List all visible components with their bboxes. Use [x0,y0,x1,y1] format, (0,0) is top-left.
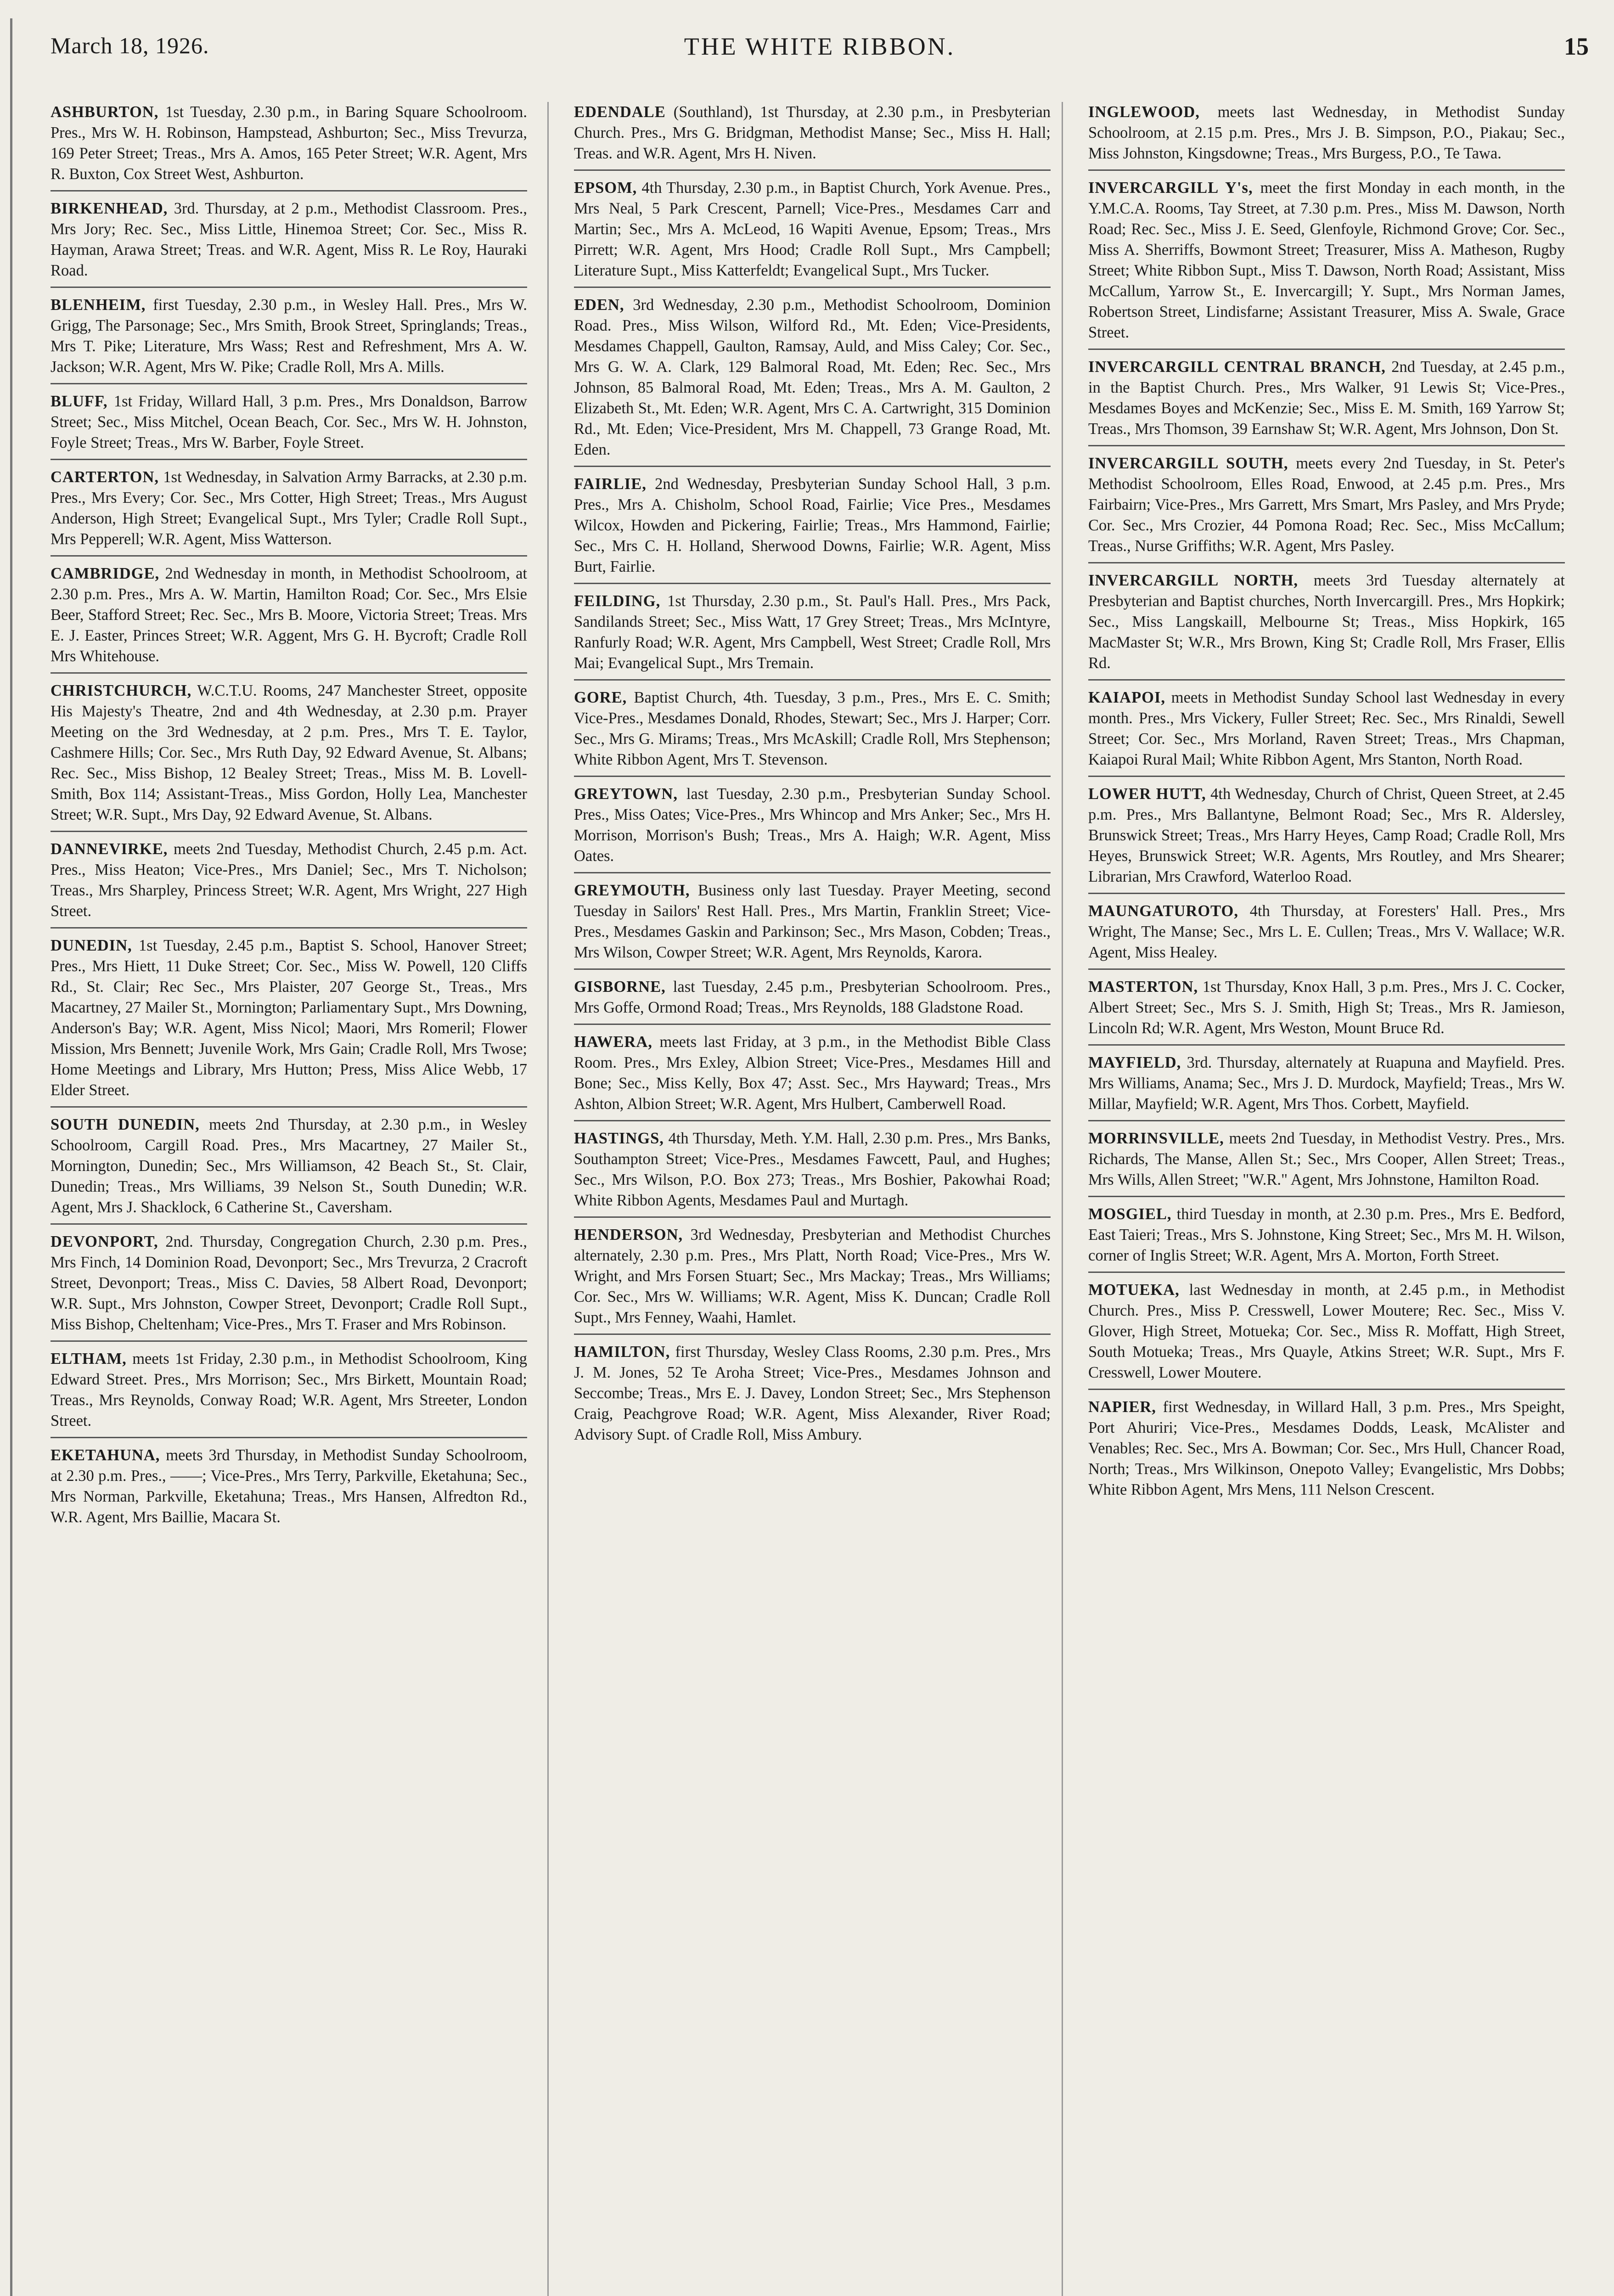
branch-entry [1088,1204,1565,1273]
branch-name: EDEN, [574,296,624,314]
branch-name: MOSGIEL, [1088,1205,1172,1223]
branch-name: EDENDALE [574,103,666,121]
branch-name: GREYTOWN, [574,785,678,803]
page-edge-rule [10,18,12,2296]
branch-entry [51,1349,527,1438]
branch-name: MAYFIELD, [1088,1054,1181,1071]
branch-entry [51,563,527,674]
branch-details: meets 3rd Thursday, in Methodist Sunday Schoolroom, at 2.30 p.m. Pres., ——; Vice-Pres., Mrs Terry, Parkville, Eketahuna; Sec., Mrs Norman, Parkville, Eketahuna; Treas., Mrs Hansen, Alfredton Rd., W.R. Agent, Mrs Baillie, Macara St. [51,1446,527,1526]
branch-entry [51,198,527,288]
branch-name: NAPIER, [1088,1398,1156,1416]
branch-entry [51,295,527,384]
branch-entry [574,977,1051,1025]
branch-name: HASTINGS, [574,1130,664,1147]
branch-details: 2nd Wednesday in month, in Methodist Schoolroom, at 2.30 p.m. Pres., Mrs A. W. Martin, Hamilton Road; Cor. Sec., Mrs Elsie Beer, Stafford Street; Rec. Sec., Mrs B. Moore, Victoria Street; Treas. Mrs E. J. Easter, Princes Street; W.R. Aggent, Mrs G. H. Bycroft; Cradle Roll Mrs Whitehouse. [51,565,527,665]
branch-entry [574,687,1051,777]
branch-name: INVERCARGILL SOUTH, [1088,455,1288,472]
branch-details: 1st Tuesday, 2.45 p.m., Baptist S. School, Hanover Street; Pres., Mrs Hiett, 11 Duke Street; Cor. Sec., Miss W. Powell, 120 Cliffs Rd., St. Clair; Rec Sec., Mrs Plaister, 207 George St., Treas., Mrs Macartney, 27 Mailer St., Mornington; Parliamentary Supt., Mrs Downing, Anderson's Bay; W.R. Agent, Miss Nicol; Maori, Mrs Romeril; Flower Mission, Mrs Bennett; Juvenile Work, Mrs Gain; Cradle Roll, Mrs Twose; Home Meetings and Library, Mrs Hutton; Press, Miss Alice Webb, 17 Elder Street. [51,937,527,1099]
branch-entry [574,880,1051,970]
branch-name: CAMBRIDGE, [51,565,160,582]
branch-name: INGLEWOOD, [1088,103,1200,121]
branch-name: FEILDING, [574,592,661,610]
branch-entry [51,1232,527,1342]
branch-name: ASHBURTON, [51,103,159,121]
branch-details: last Wednesday in month, at 2.45 p.m., in Methodist Church. Pres., Miss P. Cresswell, Lower Moutere; Rec. Sec., Miss V. Glover, High Street, Motueka; Cor. Sec., Miss R. Moffatt, High Street, South Motueka; Treas., Mrs Quayle, Atkins Street; W.R. Supt., Mrs F. Cresswell, Lower Moutere. [1088,1281,1565,1381]
branch-entry [51,935,527,1108]
branch-entry [574,178,1051,288]
branch-name: INVERCARGILL Y's, [1088,179,1253,197]
issue-date: March 18, 1926. [51,33,209,58]
branch-details: last Tuesday, 2.45 p.m., Presbyterian Schoolroom. Pres., Mrs Goffe, Ormond Road; Treas., Mrs Reynolds, 188 Gladstone Road. [574,978,1051,1016]
branch-entry [1088,453,1565,563]
branch-entry [574,1128,1051,1218]
branch-details: Business only last Tuesday. Prayer Meeting, second Tuesday in Sailors' Rest Hall. Pres., Mrs Martin, Franklin Street; Vice-Pres., Mesdames Gaskin and Parkinson; Sec., Mrs Mason, Cobden; Treas., Mrs Wilson, Cowper Street; W.R. Agent, Mrs Reynolds, Karora. [574,882,1051,961]
branch-details: 1st Friday, Willard Hall, 3 p.m. Pres., Mrs Donaldson, Barrow Street; Sec., Miss Mitchel, Ocean Beach, Cor. Sec., Mrs W. H. Johnston, Foyle Street; Treas., Mrs W. Barber, Foyle Street. [51,393,527,451]
branch-details: 1st Thursday, Knox Hall, 3 p.m. Pres., Mrs J. C. Cocker, Albert Street; Sec., Mrs S. J. Smith, High St; Treas., Mrs R. Jamieson, Lincoln Rd; W.R. Agent, Mrs Weston, Mount Bruce Rd. [1088,978,1565,1037]
branch-details: 3rd Wednesday, 2.30 p.m., Methodist Schoolroom, Dominion Road. Pres., Miss Wilson, Wilford Rd., Mt. Eden; Vice-Presidents, Mesdames Chappell, Gaulton, Ramsay, Auld, and Miss Caley; Cor. Sec., Mrs G. W. A. Clark, 129 Balmoral Road, Mt. Eden; Rec. Sec., Mrs Johnson, 85 Balmoral Road, Mt. Eden; Treas., Mrs A. M. Gaulton, 2 Elizabeth St., Mt. Eden; W.R. Agent, Mrs C. A. Cartwright, 315 Dominion Rd., Mt. Eden; Vice-President, Mrs M. Chappell, 73 Grange Road, Mt. Eden. [574,296,1051,458]
branch-details: 4th Thursday, at Foresters' Hall. Pres., Mrs Wright, The Manse; Sec., Mrs L. E. Cullen; Treas., Mrs V. Wallace; W.R. Agent, Miss Healey. [1088,902,1565,961]
branch-entry [574,1032,1051,1121]
branch-entry [1088,102,1565,171]
branch-details: last Tuesday, 2.30 p.m., Presbyterian Sunday School. Pres., Miss Oates; Vice-Pres., Mrs Whincop and Mrs Anker; Sec., Mrs H. Morrison, Morrison's Bush; Treas., Mrs A. Haigh; W.R. Agent, Miss Oates. [574,785,1051,865]
branch-entry [51,391,527,460]
branch-name: EKETAHUNA, [51,1446,160,1464]
column-divider [547,102,549,2296]
branch-entry [51,467,527,557]
branch-entry [574,474,1051,584]
branch-details: 3rd. Thursday, alternately at Ruapuna and Mayfield. Pres. Mrs Williams, Anama; Sec., Mrs J. D. Murdock, Mayfield; Treas., Mrs W. Millar, Mayfield; W.R. Agent, Mrs Thos. Corbett, Mayfield. [1088,1054,1565,1113]
branch-details: W.C.T.U. Rooms, 247 Manchester Street, opposite His Majesty's Theatre, 2nd and 4th Wednesday, at 2.30 p.m. Prayer Meeting on the 3rd Wednesday, at 2 p.m. Pres., Mrs T. E. Taylor, Cashmere Hills; Cor. Sec., Mrs Ruth Day, 92 Edward Avenue, St. Albans; Rec. Sec., Miss Bishop, 12 Bealey Street; Treas., Miss M. B. Lovell-Smith, Box 114; Assistant-Treas., Miss Gordon, Holly Lea, Manchester Street; W.R. Supt., Mrs Day, 92 Edward Avenue, St. Albans. [51,682,527,823]
branch-name: GORE, [574,689,627,706]
branch-name: HAMILTON, [574,1343,670,1361]
branch-details: meets last Friday, at 3 p.m., in the Methodist Bible Class Room. Pres., Mrs Exley, Albion Street; Vice-Pres., Mesdames Hill and Bone; Sec., Miss Kelly, Box 47; Asst. Sec., Mrs Hayward; Treas., Mrs Ashton, Albion Street; W.R. Agent, Mrs Hulbert, Camberwell Road. [574,1033,1051,1113]
branch-details: Baptist Church, 4th. Tuesday, 3 p.m., Pres., Mrs E. C. Smith; Vice-Pres., Mesdames Donald, Rhodes, Stewart; Sec., Mrs J. Harper; Corr. Sec., Mrs G. Mirams; Treas., Mrs McAskill; Cradle Roll, Mrs Stephenson; White Ribbon Agent, Mrs T. Stevenson. [574,689,1051,768]
branch-details: 1st Tuesday, 2.30 p.m., in Baring Square Schoolroom. Pres., Mrs W. H. Robinson, Hampstead, Ashburton; Sec., Miss Trevurza, 169 Peter Street; Treas., Mrs A. Amos, 165 Peter Street; W.R. Agent, Mrs R. Buxton, Cox Street West, Ashburton. [51,103,527,183]
branch-name: FAIRLIE, [574,475,647,493]
branch-entry [574,1342,1051,1451]
branch-entry [574,591,1051,681]
branch-entry [1088,687,1565,777]
branch-details: 1st Wednesday, in Salvation Army Barracks, at 2.30 p.m. Pres., Mrs Every; Cor. Sec., Mrs Cotter, High Street; Treas., Mrs August Anderson, High Street; Evangelical Supt., Mrs Tyler; Cradle Roll Supt., Mrs Pepperell; W.R. Agent, Miss Watterson. [51,468,527,548]
branch-details: meet the first Monday in each month, in the Y.M.C.A. Rooms, Tay Street, at 7.30 p.m. Pres., Miss M. Dawson, North Road; Rec. Sec., Miss J. E. Seed, Glenfoyle, Richmond Grove; Cor. Sec., Miss A. Sherriffs, Bowmont Street; Treasurer, Miss A. Matheson, Rugby Street; White Ribbon Supt., Miss T. Dawson, North Road; Assistant, Miss McCallum, Yarrow St., E. Invercargill; Y. Supt., Mrs Norman James, Robertson Street, Lindisfarne; Assistant Treasurer, Miss A. Swale, Grace Street. [1088,179,1565,341]
branch-details: third Tuesday in month, at 2.30 p.m. Pres., Mrs E. Bedford, East Taieri; Treas., Mrs S. Johnstone, King Street; Sec., Mrs M. H. Wilson, corner of Inglis Street; W.R. Agent, Mrs A. Morton, Forth Street. [1088,1205,1565,1264]
branch-name: HENDERSON, [574,1226,683,1244]
branch-entry [1088,1128,1565,1197]
branch-name: MORRINSVILLE, [1088,1130,1224,1147]
branch-details: 3rd Wednesday, Presbyterian and Methodist Churches alternately, 2.30 p.m. Pres., Mrs Platt, North Road; Vice-Pres., Mrs W. Wright, and Mrs Forsen Stuart; Sec., Mrs Mackay; Treas., Mrs Williams; Cor. Sec., Mrs W. Williams; W.R. Agent, Miss K. Duncan; Cradle Roll Supt., Mrs Fenney, Waahi, Hamlet. [574,1226,1051,1326]
branch-details: 2nd Tuesday, at 2.45 p.m., in the Baptist Church. Pres., Mrs Walker, 91 Lewis St; Vice-Pres., Mesdames Boyes and McKenzie; Sec., Miss E. M. Smith, 169 Yarrow St; Treas., Mrs Thomson, 39 Earnshaw St; W.R. Agent, Mrs Johnson, Don St. [1088,358,1565,438]
branch-name: CARTERTON, [51,468,159,486]
branch-entry [1088,1397,1565,1506]
branch-entry [1088,570,1565,681]
branch-details: meets 2nd Tuesday, Methodist Church, 2.45 p.m. Act. Pres., Miss Heaton; Vice-Pres., Mrs Daniel; Sec., Mrs T. Nicholson; Treas., Mrs Sharpley, Princess Street; W.R. Agent, Mrs Wright, 227 High Street. [51,840,527,920]
branch-entry [574,102,1051,171]
branch-details: first Wednesday, in Willard Hall, 3 p.m. Pres., Mrs Speight, Port Ahuriri; Vice-Pres., Mesdames Dodds, Leask, McAlister and Venables; Rec. Sec., Mrs A. Bowman; Cor. Sec., Mrs Hull, Chancer Road, North; Treas., Mrs Wilkinson, Onepoto Valley; Evangelistic, Mrs Dobbs; White Ribbon Agent, Mrs Mens, 111 Nelson Crescent. [1088,1398,1565,1498]
branch-entry [1088,357,1565,446]
branch-entry [51,681,527,832]
branch-name: ELTHAM, [51,1350,127,1367]
column-1 [51,102,527,2296]
branch-details: meets 2nd Thursday, at 2.30 p.m., in Wesley Schoolroom, Cargill Road. Pres., Mrs Macartney, 27 Mailer St., Mornington, Dunedin; Sec., Mrs Williamson, 42 Beach St., St. Clair, Dunedin; Treas., Mrs Williams, 39 Nelson St., South Dunedin; W.R. Agent, Mrs J. Shacklock, 6 Catherine St., Caversham. [51,1116,527,1216]
branch-entry [1088,1280,1565,1390]
branch-name: GISBORNE, [574,978,666,996]
branch-details: 1st Thursday, 2.30 p.m., St. Paul's Hall. Pres., Mrs Pack, Sandilands Street; Sec., Miss Watt, 17 Grey Street; Treas., Mrs McIntyre, Ranfurly Road; W.R. Agent, Mrs Campbell, West Street; Cradle Roll, Mrs Mai; Evangelical Supt., Mrs Tremain. [574,592,1051,672]
branch-name: MAUNGATUROTO, [1088,902,1239,920]
branch-entry [574,295,1051,467]
branch-name: BLENHEIM, [51,296,146,314]
branch-entry [1088,977,1565,1046]
branch-name: BLUFF, [51,393,108,410]
branch-entry [51,839,527,929]
branch-details: meets 3rd Tuesday alternately at Presbyterian and Baptist churches, North Invercargill. Pres., Mrs Hopkirk; Sec., Miss Langskaill, Melbourne St; Treas., Miss Hopkirk, 165 MacMaster St; W.R., Mrs Brown, King St; Cradle Roll, Mrs Fraser, Ellis Rd. [1088,572,1565,672]
branch-details: meets in Methodist Sunday School last Wednesday in every month. Pres., Mrs Vickery, Fuller Street; Rec. Sec., Mrs Rinaldi, Sewell Street; Cor. Sec., Mrs Morland, Raven Street; Treas., Mrs Chapman, Kaiapoi Rural Mail; White Ribbon Agent, Mrs Stanton, North Road. [1088,689,1565,768]
branch-entry [1088,1052,1565,1121]
branch-name: DUNEDIN, [51,937,132,954]
branch-details: meets last Wednesday, in Methodist Sunday Schoolroom, at 2.15 p.m. Pres., Mrs J. B. Simpson, P.O., Piakau; Sec., Miss Johnston, Kingsdowne; Treas., Mrs Burgess, P.O., Te Tawa. [1088,103,1565,162]
branch-entry [574,784,1051,873]
branch-details: meets every 2nd Tuesday, in St. Peter's Methodist Schoolroom, Elles Road, Enwood, at 2.45 p.m. Pres., Mrs Fairbairn; Vice-Pres., Mrs Garrett, Mrs Smart, Mrs Pasley, and Mrs Pryde; Cor. Sec., Mrs Crozier, 44 Pomona Road; Rec. Sec., Miss McCallum; Treas., Nurse Griffiths; W.R. Agent, Mrs Pasley. [1088,455,1565,555]
page-number: 15 [1564,33,1589,60]
branch-name: MASTERTON, [1088,978,1198,996]
branch-name: DANNEVIRKE, [51,840,168,858]
branch-name: DEVONPORT, [51,1233,158,1250]
branch-name: INVERCARGILL NORTH, [1088,572,1299,589]
branch-entry [51,102,527,191]
branch-name: CHRISTCHURCH, [51,682,192,699]
branch-name: HAWERA, [574,1033,652,1051]
branch-details: meets 2nd Tuesday, in Methodist Vestry. Pres., Mrs. Richards, The Manse, Allen St.; Sec., Mrs Cooper, Allen Street; Treas., Mrs Wills, Allen Street; "W.R." Agent, Mrs Johnstone, Hamilton Road. [1088,1130,1565,1188]
branch-entry [1088,784,1565,894]
branch-entry [1088,901,1565,970]
branch-name: EPSOM, [574,179,637,197]
branch-name: MOTUEKA, [1088,1281,1180,1299]
column-3 [1088,102,1565,2296]
branch-name: SOUTH DUNEDIN, [51,1116,200,1133]
branch-details: 4th Wednesday, Church of Christ, Queen Street, at 2.45 p.m. Pres., Mrs Ballantyne, Belmont Road; Sec., Mrs R. Aldersley, Brunswick Street; Treas., Mrs Harry Heyes, Camp Road; Cradle Roll, Mrs Heyes, Brunswick Street; W.R. Agents, Mrs Routley, and Mrs Shearer; Librarian, Mrs Crawford, Waterloo Road. [1088,785,1565,885]
branch-name: KAIAPOI, [1088,689,1166,706]
branch-details: 4th Thursday, 2.30 p.m., in Baptist Church, York Avenue. Pres., Mrs Neal, 5 Park Crescent, Parnell; Vice-Pres., Mesdames Carr and Martin; Sec., Mrs A. McLeod, 16 Wapiti Avenue, Epsom; Treas., Mrs Pirrett; W.R. Agent, Mrs Hood; Cradle Roll Supt., Mrs Campbell; Literature Supt., Miss Katterfeldt; Evangelical Supt., Mrs Tucker. [574,179,1051,279]
branch-details: first Tuesday, 2.30 p.m., in Wesley Hall. Pres., Mrs W. Grigg, The Parsonage; Sec., Mrs Smith, Brook Street, Springlands; Treas., Mrs T. Pike; Literature, Mrs Wass; Rest and Refreshment, Mrs A. W. Jackson; W.R. Agent, Mrs W. Pike; Cradle Roll, Mrs A. Mills. [51,296,527,376]
branch-entry [51,1445,527,1533]
branch-entry [574,1225,1051,1335]
branch-details: 2nd. Thursday, Congregation Church, 2.30 p.m. Pres., Mrs Finch, 14 Dominion Road, Devonport; Sec., Mrs Trevurza, 2 Cracroft Street, Devonport; Treas., Miss C. Davies, 58 Albert Road, Devonport; W.R. Supt., Mrs Johnston, Cowper Street, Devonport; Cradle Roll Supt., Miss Bishop, Cheltenham; Vice-Pres., Mrs T. Fraser and Mrs Robinson. [51,1233,527,1333]
branch-name: INVERCARGILL CENTRAL BRANCH, [1088,358,1386,376]
branch-name: LOWER HUTT, [1088,785,1206,803]
branch-details: 2nd Wednesday, Presbyterian Sunday School Hall, 3 p.m. Pres., Mrs A. Chisholm, School Road, Fairlie; Vice Pres., Mesdames Wilcox, Howden and Pickering, Fairlie; Treas., Mrs Hammond, Fairlie; Sec., Mrs C. H. Holland, Sherwood Downs, Fairlie; W.R. Agent, Miss Burt, Fairlie. [574,475,1051,575]
branch-details: (Southland), 1st Thursday, at 2.30 p.m., in Presbyterian Church. Pres., Mrs G. Bridgman, Methodist Manse; Sec., Miss H. Hall; Treas. and W.R. Agent, Mrs H. Niven. [574,103,1051,162]
branch-entry [1088,178,1565,350]
branch-details: first Thursday, Wesley Class Rooms, 2.30 p.m. Pres., Mrs J. M. Jones, 52 Te Aroha Street; Vice-Pres., Mesdames Johnson and Seccombe; Treas., Mrs E. J. Davey, London Street; Sec., Mrs Stephenson Craig, Peachgrove Road; W.R. Agent, Miss Alexander, River Road; Advisory Supt. of Cradle Roll, Miss Ambury. [574,1343,1051,1443]
branch-details: meets 1st Friday, 2.30 p.m., in Methodist Schoolroom, King Edward Street. Pres., Mrs Morrison; Sec., Mrs Birkett, Mountain Road; Treas., Mrs Reynolds, Conway Road; W.R. Agent, Mrs Streeter, London Street. [51,1350,527,1429]
branch-entry [51,1114,527,1225]
branch-details: 4th Thursday, Meth. Y.M. Hall, 2.30 p.m. Pres., Mrs Banks, Southampton Street; Vice-Pres., Mesdames Fawcett, Paul, and Hughes; Sec., Mrs Wilson, P.O. Box 273; Treas., Mrs Boshier, Pakowhai Road; White Ribbon Agents, Mesdames Paul and Murtagh. [574,1130,1051,1209]
branch-details: 3rd. Thursday, at 2 p.m., Methodist Classroom. Pres., Mrs Jory; Rec. Sec., Miss Little, Hinemoa Street; Cor. Sec., Miss R. Hayman, Arawa Street; Treas. and W.R. Agent, Miss R. Le Roy, Hauraki Road. [51,200,527,279]
publication-title: THE WHITE RIBBON. [684,33,956,60]
branch-name: GREYMOUTH, [574,882,690,899]
column-2 [574,102,1051,2296]
branch-name: BIRKENHEAD, [51,200,168,217]
page-header [51,32,1589,83]
column-divider [1062,102,1063,2296]
